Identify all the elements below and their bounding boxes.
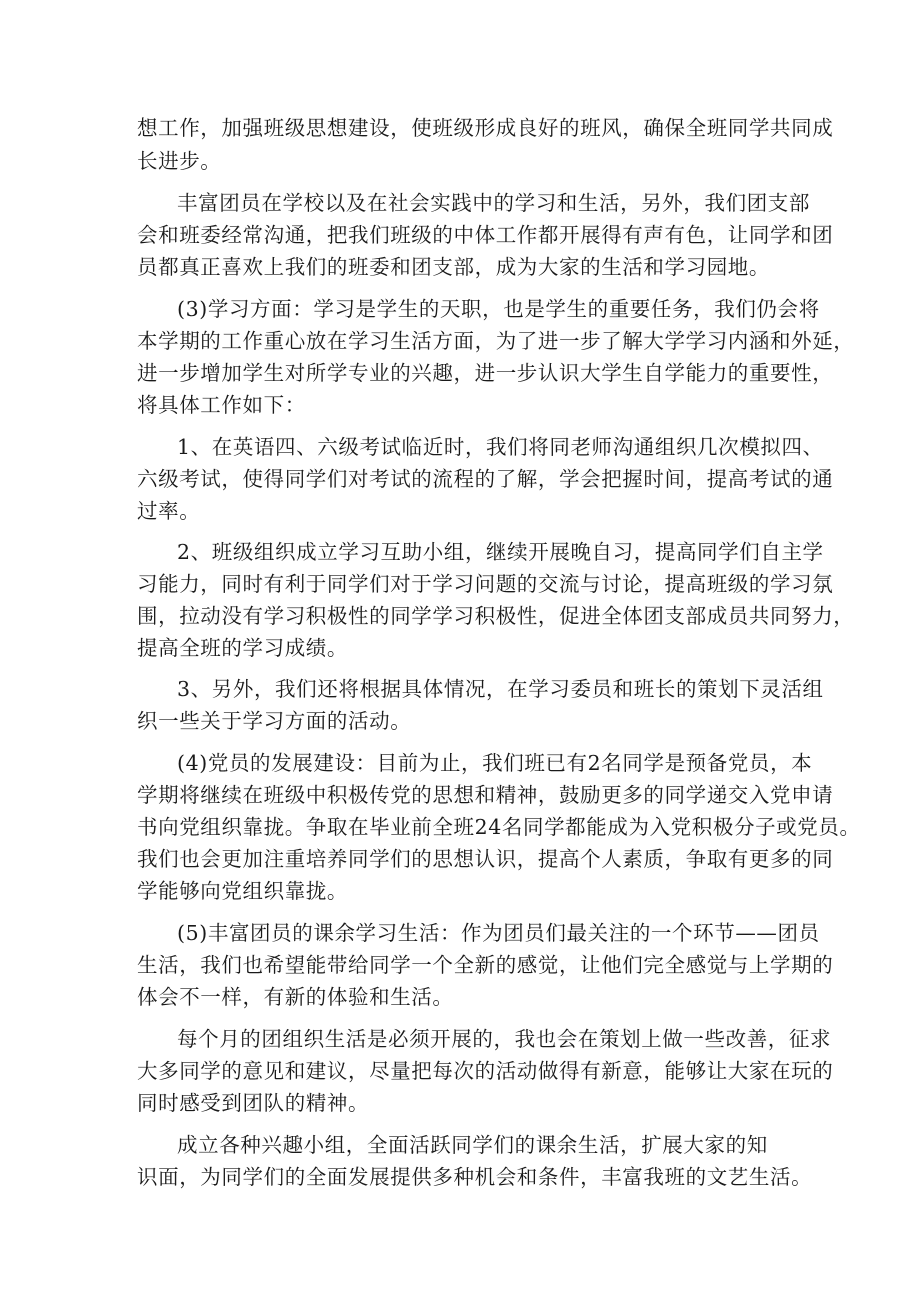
text-line: 织一些关于学习方面的活动。	[137, 709, 412, 733]
text-line: 围，拉动没有学习积极性的同学学习积极性，促进全体团支部成员共同努力，	[137, 604, 855, 628]
text-line: 识面，为同学们的全面发展提供多种机会和条件，丰富我班的文艺生活。	[137, 1165, 813, 1189]
text-line: 长进步。	[137, 149, 222, 173]
text-line: 大多同学的意见和建议，尽量把每次的活动做得有新意，能够让大家在玩的	[137, 1059, 834, 1083]
text-line: 员都真正喜欢上我们的班委和团支部，成为大家的生活和学习园地。	[137, 255, 770, 279]
text-line: 过率。	[137, 499, 201, 523]
text-line: 书向党组织靠拢。争取在毕业前全班24名同学都能成为入党积极分子或党员。	[137, 815, 861, 839]
text-line: 将具体工作如下：	[137, 393, 306, 417]
text-line: 会和班委经常沟通，把我们班级的中体工作都开展得有声有色，让同学和团	[137, 223, 834, 247]
text-line: 丰富团员在学校以及在社会实践中的学习和生活，另外，我们团支部	[177, 191, 810, 215]
text-line: 3、另外，我们还将根据具体情况，在学习委员和班长的策划下灵活组	[177, 677, 824, 701]
text-line: 同时感受到团队的精神。	[137, 1091, 370, 1115]
text-line: 学能够向党组织靠拢。	[137, 879, 348, 903]
text-line: (5)丰富团员的课余学习生活：作为团员们最关注的一个环节——团员	[177, 921, 820, 945]
text-line: 六级考试，使得同学们对考试的流程的了解，学会把握时间，提高考试的通	[137, 467, 834, 491]
text-line: (3)学习方面：学习是学生的天职，也是学生的重要任务，我们仍会将	[177, 297, 820, 321]
text-line: 我们也会更加注重培养同学们的思想认识，提高个人素质，争取有更多的同	[137, 847, 834, 871]
text-line: 2、班级组织成立学习互助小组，继续开展晚自习，提高同学们自主学	[177, 540, 824, 564]
text-line: 学期将继续在班级中积极传党的思想和精神，鼓励更多的同学递交入党申请	[137, 783, 834, 807]
text-line: 每个月的团组织生活是必须开展的，我也会在策划上做一些改善，征求	[177, 1027, 832, 1051]
text-line: 进一步增加学生对所学专业的兴趣，进一步认识大学生自学能力的重要性，	[137, 361, 834, 385]
text-line: 本学期的工作重心放在学习生活方面，为了进一步了解大学学习内涵和外延，	[137, 329, 855, 353]
text-line: 体会不一样，有新的体验和生活。	[137, 985, 454, 1009]
text-line: 1、在英语四、六级考试临近时，我们将同老师沟通组织几次模拟四、	[177, 435, 824, 459]
text-line: 成立各种兴趣小组，全面活跃同学们的课余生活，扩展大家的知	[177, 1133, 768, 1157]
text-line: (4)党员的发展建设：目前为止，我们班已有2名同学是预备党员，本	[177, 751, 813, 775]
text-line: 生活，我们也希望能带给同学一个全新的感觉，让他们完全感觉与上学期的	[137, 953, 834, 977]
text-line: 提高全班的学习成绩。	[137, 636, 348, 660]
text-line: 想工作，加强班级思想建设，使班级形成良好的班风，确保全班同学共同成	[137, 116, 834, 140]
text-line: 习能力，同时有利于同学们对于学习问题的交流与讨论，提高班级的学习氛	[137, 572, 834, 596]
